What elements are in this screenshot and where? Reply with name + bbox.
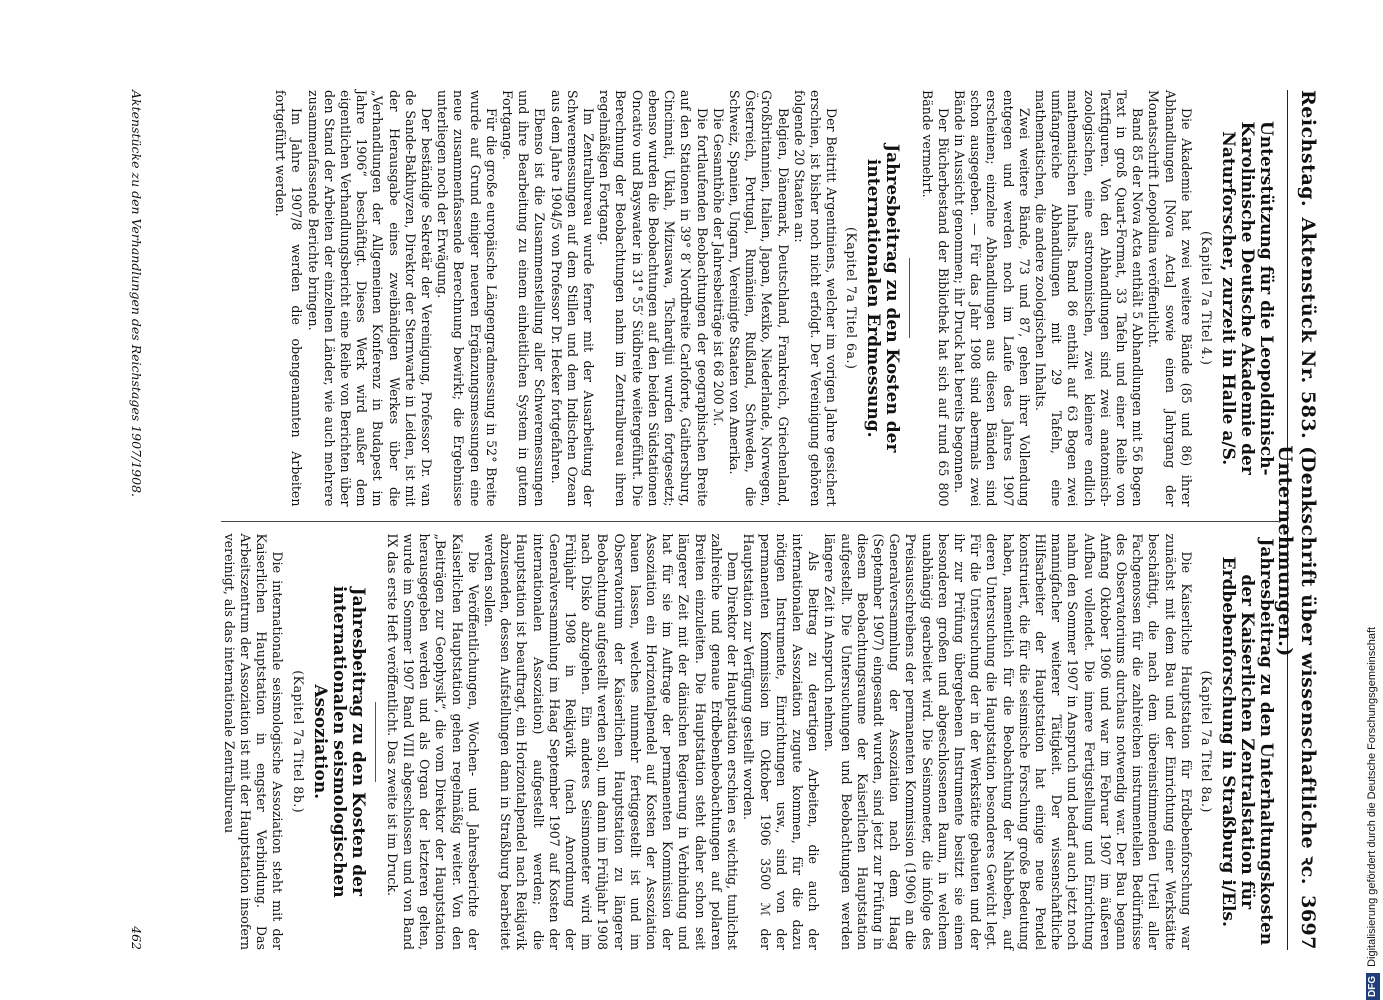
credit-text: Digitalisierung gefördert durch die Deutsche Forschungsgemeinschaft xyxy=(1366,626,1378,967)
kapitel-label: (Kapitel 7a Titel 8a.) xyxy=(1199,670,1214,813)
column-left xyxy=(221,90,1281,507)
paragraph: Für die große europäische Längengradmessung in 52° Breite wurde auf Grund einiger neueren Ergänzungsmessungen eine neue zusammenfassende Berechnung bewirkt; die Ergebnisse unterliegen noch der Erwägung. xyxy=(435,90,499,507)
paragraph: Der Bücherbestand der Bibliothek hat sich auf rund 65 800 Bände vermehrt. xyxy=(919,90,951,507)
page-footer xyxy=(129,90,144,950)
page-header xyxy=(1274,90,1322,950)
paragraph: Die Akademie hat zwei weitere Bände (85 und 86) ihrer Abhandlungen [Nova Acta] sowie einen Jahrgang der Monatsschrift Leopoldina veröffentlicht. xyxy=(1146,90,1194,507)
header-left: Reichstag. xyxy=(1297,90,1319,208)
columns xyxy=(221,90,1281,950)
paragraph: Dem Direktor der Hauptstation erschien es wichtig, tunlichst zahlreiche und genaue Erdbebenbeobachtungen auf polaren Breiten einzuleiten. Die Hauptstation steht daher schon seit längerer Zeit mit der dänischen Regierung in Verbindung und hat für sie im Auftrage der permanenten Kommission der Assoziation ein Horizontalpendel auf Kosten der Assoziation bauen lassen, welches nunmehr fertiggestellt ist und im Observatorium der Kaiserlichen Hauptstation zu längerer Beobachtung aufgestellt werden soll, um dann im Frühjahr 1908 nach Disko abzugehen. Ein anderes Seismometer wird im Frühjahr 1908 in Reikjavik (nach Anordnung der Generalversammlung im Haag September 1907 auf Kosten der internationalen Assoziation) aufgestellt werden; die Hauptstation ist beauftragt, ein Horizontalpendel nach Reikjavik abzusenden, dessen Aufstellungen dann in Straßburg bearbeitet werden sollen. xyxy=(482,533,741,950)
section-title-erdbebenforschung: Jahresbeitrag zu den Unterhaltungskosten der Kaiserlichen Zentralstation für Erdbebenforschung in Straßburg i/Els. xyxy=(1218,538,1276,946)
section-title-akademie: Unterstützung für die Leopoldinisch-Karolinische Deutsche Akademie der Naturforscher, zurzeit in Halle a/S. xyxy=(1218,120,1276,476)
kapitel-label: (Kapitel 7a Titel 4.) xyxy=(1199,231,1214,366)
kapitel-label: (Kapitel 7a Titel 6a.) xyxy=(844,227,860,370)
paragraph: Als Beitrag zu derartigen Arbeiten, die auch der internationalen Assoziation zugute kommen, für die dazu nötigen Instrumente, Einrichtungen usw., sind von der permanenten Kommission im Oktober 1906 3500 ℳ der Hauptstation zur Verfügung gestellt worden. xyxy=(741,533,822,950)
paragraph: Zwei weitere Bände, 73 und 87, gehen ihrer Vollendung entgegen und werden noch im Laufe des Jahres 1907 erscheinen; einzelne Abhandlungen aus diesen Bänden sind schon ausgegeben. — Für das Jahr 1908 sind abermals zwei Bände in Aussicht genommen; ihr Druck hat bereits begonnen. xyxy=(951,90,1032,507)
rotated-page xyxy=(82,80,1322,960)
paragraph: Ebenso ist die Zusammenstellung aller Schweremessungen und ihre Bearbeitung zu einem einheitlichen System in gutem Fortgange. xyxy=(500,90,548,507)
divider xyxy=(909,258,910,338)
paragraph: Band 85 der Nova Acta enthält 5 Abhandlungen mit 56 Bogen Text in groß Quart-Format, 33 Tafeln und einer Reihe von Textfiguren. Von den Abhandlungen sind zwei anatomisch-zoologischen, eine astronomischen, zwei kleinere endlich mathematischen Inhalts. Band 86 enthält auf 63 Bogen zwei umfangreiche Abhandlungen mit 29 Tafeln, eine mathematischen, die andere zoologischen Inhalts. xyxy=(1032,90,1146,507)
dfg-logo-icon: DFG xyxy=(1366,973,1380,1000)
paragraph: Die fortlaufenden Beobachtungen der geographischen Breite auf den Stationen in 39° 8′ Nordbreite Carloforte, Gaithersburg, Cincinnati, Ukiah, Mizusawa, Tschardjui wurden fortgesetzt; ebenso wurden die Beobachtungen auf den beiden Südstationen Oncativo und Bayswater in 31° 55′ Südbreite weitergeführt. Die Berechnung der Beobachtungen nahm im Zentralbureau ihren regelmäßigen Fortgang. xyxy=(597,90,710,507)
paragraph: Die internationale seismologische Assoziation steht mit der Kaiserlichen Hauptstation in engster Verbindung. Das Arbeitszentrum der Assoziation ist mit der Hauptstation insofern vereinigt, als das internationale Zentralbureau xyxy=(221,533,286,950)
digitization-credit xyxy=(1362,605,1383,1000)
paragraph: Im Zentralbureau wurde ferner mit der Ausarbeitung der Schweremessungen auf dem Stillen und dem Indischen Ozean aus dem Jahre 1904/5 von Professor Dr. Hecker fortgefahren. xyxy=(548,90,597,507)
paragraph: Der beständige Sekretär der Vereinigung, Professor Dr. van de Sande-Bakhuyzen, Direktor der Sternwarte in Leiden, ist mit der Herausgabe eines zweibändigen Werkes über die „Verhandlungen der Allgemeinen Konferenz in Budapest im Jahre 1906“ beschäftigt. Dieses Werk wird außer dem eigentlichen Verhandlungsbericht eine Reihe von Berichten über den Stand der Arbeiten der einzelnen Länder, wie auch mehrere zusammenfassende Berichte bringen. xyxy=(305,90,435,507)
section-title-erdmessung: Jahresbeitrag zu den Kosten der internationalen Erdmessung. xyxy=(863,144,903,453)
section-title-seismologie: Jahresbeitrag zu den Kosten der internationalen seismologischen Assoziation. xyxy=(309,585,368,898)
footer-page-number: 462 xyxy=(129,926,144,950)
header-page-number: 3697 xyxy=(1297,895,1319,950)
footer-source: Aktenstücke zu den Verhandlungen des Reichstages 1907/1908. xyxy=(129,90,144,498)
divider xyxy=(375,702,376,782)
column-right xyxy=(221,521,1281,951)
paragraph: Belgien, Dänemark, Deutschland, Frankreich, Griechenland, Großbritannien, Italien, Japan, Mexiko, Niederlande, Norwegen, Österreich, Portugal, Rumänien, Rußland, Schweden, die Schweiz, Spanien, Ungarn, Vereinigte Staaten von Amerika. xyxy=(726,90,791,507)
paragraph: Die Gesamthöhe der Jahresbeiträge ist 68 200 ℳ. xyxy=(710,108,726,427)
header-center: Aktenstück Nr. 583. (Denkschrift über wissenschaftliche ꝛc. Unternehmungen.) xyxy=(1274,217,1319,885)
kapitel-label: (Kapitel 7a Titel 8b.) xyxy=(290,670,306,814)
paragraph: Die Kaiserliche Hauptstation für Erdbebenforschung war zunächst mit dem Bau und der Einrichtung einer Werkstätte beschäftigt, die nach dem übereinstimmenden Urteil aller Fachgenossen für die zahlreichen instrumentellen Bedürfnisse des Observatoriums durchaus notwendig war. Der Bau begann Anfang Oktober 1906 und war im Februar 1907 im äußeren Aufbau vollendet. Die innere Fertigstellung und Einrichtung nahm den Sommer 1907 in Anspruch und bedarf auch jetzt noch mannigfacher weiterer Tätigkeit. Der wissenschaftliche Hilfsarbeiter der Hauptstation hat einige neue Pendel konstruiert, die für die seismische Forschung große Bedeutung haben, namentlich für die Beobachtung der Nahbeben, auf deren Untersuchung die Hauptstation besonderes Gewicht legt. Für die Untersuchung der in der Werkstätte gebauten und der ihr zur Prüfung übergebenen Instrumente besitzt sie einen besonderen großen und abgeschlossenen Raum, in welchem unabhängig gearbeitet wird. Die Seismometer, die infolge des Preisausschreibens der permanenten Kommission (1906) an die Generalversammlung der Assoziation nach dem Haag (September 1907) eingesandt wurden, sind jetzt zur Prüfung in diesem Beobachtungsraume der Kaiserlichen Hauptstation aufgestellt. Die Untersuchungen und Beobachtungen werden längere Zeit in Anspruch nehmen. xyxy=(822,533,1194,950)
paragraph: Die Veröffentlichungen, Wochen- und Jahresberichte der Kaiserlichen Hauptstation gehen regelmäßig weiter. Von den „Beiträgen zur Geophysik“, die vom Direktor der Hauptstation herausgegeben werden und als Organ der letzteren gelten, wurde im Sommer 1907 Band VIII abgeschlossen und von Band IX das erste Heft veröffentlicht. Das zweite ist im Druck. xyxy=(384,533,481,950)
paragraph: Im Jahre 1907/8 werden die obengenannten Arbeiten fortgeführt werden. xyxy=(273,90,305,507)
paragraph: Der Beitritt Argentiniens, welcher im vorigen Jahre gesichert erschien, ist bisher noch nicht erfolgt. Der Vereinigung gehören folgende 20 Staaten an: xyxy=(791,90,840,507)
